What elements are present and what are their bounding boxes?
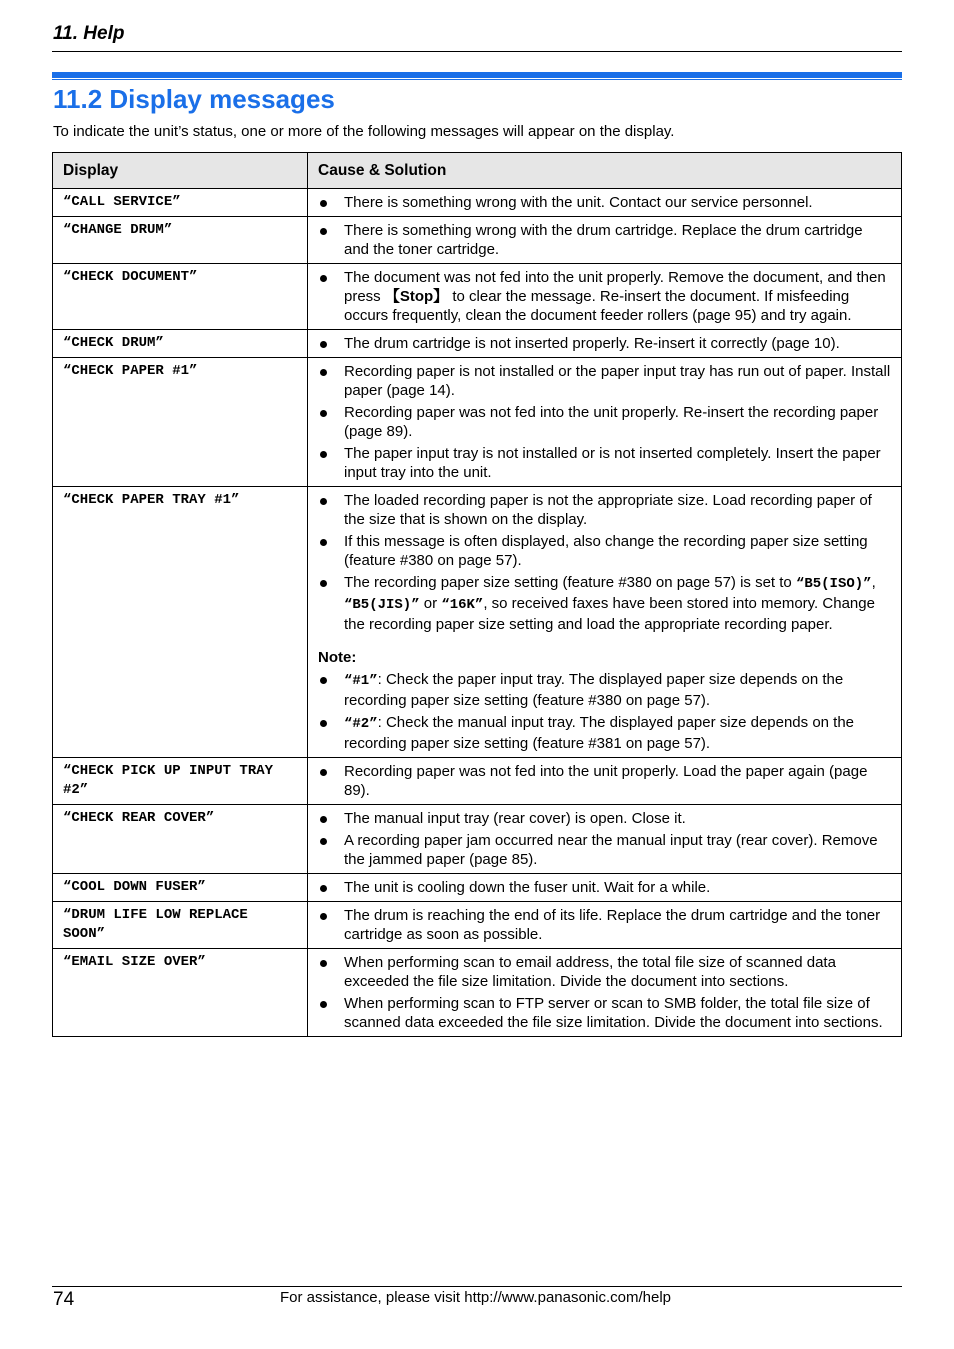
cause-cell (308, 330, 902, 358)
stop-key-label: 【Stop】 (384, 288, 449, 305)
bullet-item: The drum is reaching the end of its life. Replace the drum cartridge and the toner cartridge as soon as possible. (318, 906, 891, 944)
cause-cell (308, 358, 902, 487)
cause-cell (308, 758, 902, 805)
bullet-item: The recording paper size setting (feature #380 on page 57) is set to “B5(ISO)”, “B5(JIS)” or “16K”, so received faxes have been stored into memory. Change the recording paper size setting and load the appropriate recording paper. (318, 573, 891, 634)
bullet-item: The drum cartridge is not inserted properly. Re-insert it correctly (page 10). (318, 334, 891, 353)
section-bar-line (52, 79, 902, 80)
note-item: “#1”: Check the paper input tray. The displayed paper size depends on the recording paper size setting (feature #380 on page 57). (318, 670, 891, 710)
display-message: “EMAIL SIZE OVER” (53, 949, 308, 1037)
note-item: “#2”: Check the manual input tray. The displayed paper size depends on the recording paper size setting (feature #381 on page 57). (318, 713, 891, 753)
bullet-icon (320, 369, 327, 376)
bullet-icon (320, 228, 327, 235)
display-messages-table (52, 152, 902, 1037)
table-row (53, 805, 902, 874)
table-row (53, 902, 902, 949)
bullet-item: Recording paper is not installed or the paper input tray has run out of paper. Install paper (page 14). (318, 362, 891, 400)
bullet-icon (320, 410, 327, 417)
cause-cell (308, 874, 902, 902)
display-message: “CHECK DOCUMENT” (53, 264, 308, 330)
cause-cell (308, 902, 902, 949)
bullet-item: Recording paper was not fed into the unit properly. Load the paper again (page 89). (318, 762, 891, 800)
section-bar (52, 72, 902, 78)
table-header-row (53, 153, 902, 189)
table-row (53, 217, 902, 264)
header-divider (52, 51, 902, 52)
cause-cell (308, 487, 902, 758)
table-row (53, 874, 902, 902)
cause-cell (308, 264, 902, 330)
bullet-item: The paper input tray is not installed or is not inserted completely. Insert the paper input tray into the unit. (318, 444, 891, 482)
bullet-item: The manual input tray (rear cover) is open. Close it. (318, 809, 891, 828)
bullet-item: When performing scan to FTP server or scan to SMB folder, the total file size of scanned data exceeded the file size limitation. Divide the document into sections. (318, 994, 891, 1032)
chapter-heading: 11. Help (53, 23, 125, 44)
bullet-item: When performing scan to email address, the total file size of scanned data exceeded the file size limitation. Divide the document into sections. (318, 953, 891, 991)
display-message: “CHECK PICK UP INPUT TRAY #2” (53, 758, 308, 805)
bullet-icon (320, 275, 327, 282)
bullet-item: A recording paper jam occurred near the manual input tray (rear cover). Remove the jammed paper (page 85). (318, 831, 891, 869)
bullet-item: The document was not fed into the unit properly. Remove the document, and then press 【Stop】 to clear the message. Re-insert the document. If misfeeding occurs frequently, clean the document feeder rollers (page 95) and try again. (318, 268, 891, 325)
table-row (53, 330, 902, 358)
bullet-icon (320, 838, 327, 845)
display-message: “CHECK PAPER #1” (53, 358, 308, 487)
table-row (53, 358, 902, 487)
bullet-icon (320, 539, 327, 546)
table-row (53, 487, 902, 758)
display-message: “CHECK PAPER TRAY #1” (53, 487, 308, 758)
bullet-item: The loaded recording paper is not the appropriate size. Load recording paper of the size that is shown on the display. (318, 491, 891, 529)
bullet-icon (320, 677, 327, 684)
display-message: “CHANGE DRUM” (53, 217, 308, 264)
page-number: 74 (53, 1289, 75, 1310)
display-message: “CHECK DRUM” (53, 330, 308, 358)
bullet-icon (320, 580, 327, 587)
intro-text: To indicate the unit’s status, one or more of the following messages will appear on the display. (53, 123, 675, 140)
bullet-item: If this message is often displayed, also change the recording paper size setting (feature #380 on page 57). (318, 532, 891, 570)
display-message: “COOL DOWN FUSER” (53, 874, 308, 902)
header-cause: Cause & Solution (308, 153, 902, 189)
table-row (53, 949, 902, 1037)
table-row (53, 189, 902, 217)
cause-cell (308, 805, 902, 874)
table-row (53, 758, 902, 805)
display-message: “DRUM LIFE LOW REPLACE SOON” (53, 902, 308, 949)
note-label: Note: (318, 649, 357, 666)
section-title: 11.2 Display messages (53, 84, 335, 114)
bullet-icon (320, 1001, 327, 1008)
bullet-icon (320, 913, 327, 920)
display-message: “CHECK REAR COVER” (53, 805, 308, 874)
bullet-icon (320, 720, 327, 727)
footer-assist-text: For assistance, please visit http://www.panasonic.com/help (280, 1289, 672, 1306)
cause-cell (308, 949, 902, 1037)
bullet-item: The unit is cooling down the fuser unit. Wait for a while. (318, 878, 891, 897)
bullet-icon (320, 960, 327, 967)
bullet-icon (320, 816, 327, 823)
header-display: Display (53, 153, 308, 189)
cause-cell (308, 217, 902, 264)
bullet-item: Recording paper was not fed into the unit properly. Re-insert the recording paper (page 89). (318, 403, 891, 441)
cause-cell (308, 189, 902, 217)
footer-divider (52, 1286, 902, 1287)
bullet-icon (320, 769, 327, 776)
bullet-item: There is something wrong with the unit. Contact our service personnel. (318, 193, 891, 212)
bullet-item: There is something wrong with the drum cartridge. Replace the drum cartridge and the toner cartridge. (318, 221, 891, 259)
bullet-icon (320, 200, 327, 207)
bullet-icon (320, 451, 327, 458)
display-message: “CALL SERVICE” (53, 189, 308, 217)
bullet-icon (320, 341, 327, 348)
table-row (53, 264, 902, 330)
bullet-icon (320, 885, 327, 892)
bullet-icon (320, 498, 327, 505)
